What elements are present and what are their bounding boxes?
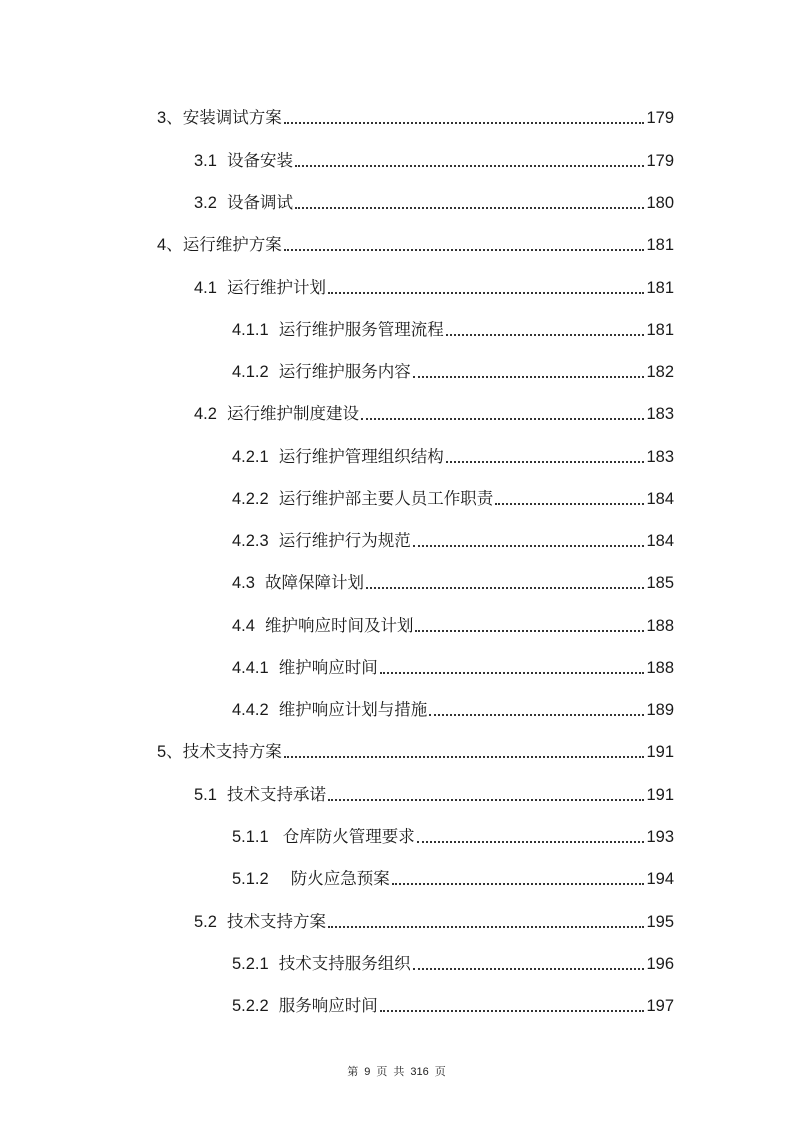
toc-entry[interactable] (232, 951, 674, 975)
toc-number: 4.2.2 (232, 490, 269, 508)
toc-page-number: 194 (646, 870, 674, 888)
toc-number: 4、 (157, 236, 183, 254)
toc-title: 安装调试方案 (182, 109, 282, 127)
footer-total-word: 共 (393, 1066, 405, 1078)
toc-page-number: 181 (646, 279, 674, 297)
toc-title: 技术支持方案 (182, 743, 282, 761)
toc-page-number: 197 (646, 997, 674, 1015)
dot-leader (295, 192, 645, 214)
toc-title: 故障保障计划 (264, 574, 364, 592)
toc-page-number: 183 (646, 448, 674, 466)
toc-title: 维护响应时间 (278, 659, 378, 677)
toc-page-number: 188 (646, 617, 674, 635)
toc-number: 3.1 (194, 152, 217, 170)
toc-number: 5.2.2 (232, 997, 269, 1015)
toc-page-number: 188 (646, 659, 674, 677)
toc-title: 运行维护制度建设 (226, 405, 359, 423)
dot-leader (380, 995, 645, 1017)
toc-entry[interactable] (232, 444, 674, 468)
toc-entry[interactable] (232, 570, 674, 594)
toc-entry[interactable] (157, 232, 674, 256)
toc-entry[interactable] (194, 275, 674, 299)
toc-number: 4.1 (194, 279, 217, 297)
dot-leader (380, 657, 645, 679)
toc-entry[interactable] (194, 401, 674, 425)
toc-entry[interactable] (194, 190, 674, 214)
toc-title: 技术支持服务组织 (278, 955, 411, 973)
toc-page-number: 182 (646, 363, 674, 381)
toc-entry[interactable] (232, 697, 674, 721)
toc-number: 4.4.1 (232, 659, 269, 677)
toc-number: 5.2.1 (232, 955, 269, 973)
toc-page-number: 179 (646, 152, 674, 170)
toc-page-number: 191 (646, 743, 674, 761)
toc-title: 防火应急预案 (290, 870, 390, 888)
toc-number: 4.4.2 (232, 701, 269, 719)
dot-leader (413, 361, 645, 383)
current-page-number: 9 (364, 1066, 371, 1078)
dot-leader (446, 319, 645, 341)
toc-entry[interactable] (232, 655, 674, 679)
footer-prefix: 第 (347, 1066, 359, 1078)
toc-page-number: 184 (646, 532, 674, 550)
dot-leader (284, 741, 645, 763)
toc-page-number: 179 (646, 109, 674, 127)
toc-entry[interactable] (232, 824, 674, 848)
toc-title: 运行维护服务管理流程 (278, 321, 444, 339)
toc-page-number: 191 (646, 786, 674, 804)
dot-leader (495, 488, 644, 510)
toc-entry[interactable] (157, 105, 674, 129)
toc-page-number: 181 (646, 236, 674, 254)
toc-entry[interactable] (232, 317, 674, 341)
toc-number: 5.1 (194, 786, 217, 804)
toc-entry[interactable] (232, 866, 674, 890)
total-pages: 316 (410, 1066, 429, 1078)
toc-number: 3、 (157, 109, 183, 127)
toc-entry[interactable] (232, 993, 674, 1017)
toc-entry[interactable] (232, 528, 674, 552)
toc-page-number: 184 (646, 490, 674, 508)
toc-page-number: 193 (646, 828, 674, 846)
toc-page-number: 181 (646, 321, 674, 339)
toc-number: 4.1.2 (232, 363, 269, 381)
toc-title: 维护响应时间及计划 (264, 617, 414, 635)
page-footer (0, 1063, 793, 1079)
toc-title: 运行维护管理组织结构 (278, 448, 444, 466)
toc-title: 服务响应时间 (278, 997, 378, 1015)
toc-number: 4.2.1 (232, 448, 269, 466)
footer-page-word: 页 (376, 1066, 388, 1078)
toc-number: 3.2 (194, 194, 217, 212)
footer-suffix: 页 (434, 1066, 446, 1078)
toc-number: 4.2 (194, 405, 217, 423)
dot-leader (361, 403, 645, 425)
toc-title: 技术支持承诺 (226, 786, 326, 804)
toc-number: 4.1.1 (232, 321, 269, 339)
toc-title: 设备安装 (226, 152, 293, 170)
toc-entry[interactable] (232, 613, 674, 637)
toc-number: 4.3 (232, 574, 255, 592)
toc-page-number: 196 (646, 955, 674, 973)
toc-title: 运行维护服务内容 (278, 363, 411, 381)
toc-number: 5、 (157, 743, 183, 761)
toc-entry[interactable] (157, 739, 674, 763)
toc-number: 5.1.2 (232, 870, 269, 888)
toc-title: 运行维护部主要人员工作职责 (278, 490, 494, 508)
toc-entry[interactable] (232, 359, 674, 383)
toc-number: 5.1.1 (232, 828, 269, 846)
toc-entry[interactable] (194, 148, 674, 172)
toc-page-number: 183 (646, 405, 674, 423)
toc-page-number: 189 (646, 701, 674, 719)
toc-title: 运行维护行为规范 (278, 532, 411, 550)
dot-leader (413, 953, 645, 975)
toc-page-number: 180 (646, 194, 674, 212)
dot-leader (429, 699, 644, 721)
dot-leader (295, 150, 645, 172)
toc-number: 4.4 (232, 617, 255, 635)
toc-page-number: 185 (646, 574, 674, 592)
toc-title: 维护响应计划与措施 (278, 701, 428, 719)
dot-leader (328, 277, 645, 299)
toc-entry[interactable] (232, 486, 674, 510)
toc-entry[interactable] (194, 909, 674, 933)
dot-leader (413, 530, 645, 552)
toc-number: 4.2.3 (232, 532, 269, 550)
dot-leader (417, 826, 645, 848)
dot-leader (328, 911, 645, 933)
toc-title: 运行维护方案 (182, 236, 282, 254)
dot-leader (328, 784, 645, 806)
dot-leader (366, 572, 645, 594)
toc-title: 仓库防火管理要求 (282, 828, 415, 846)
toc-title: 设备调试 (226, 194, 293, 212)
toc-title: 运行维护计划 (226, 279, 326, 297)
dot-leader (415, 615, 644, 637)
toc-page-number: 195 (646, 913, 674, 931)
dot-leader (284, 234, 645, 256)
toc-title: 技术支持方案 (226, 913, 326, 931)
toc-number: 5.2 (194, 913, 217, 931)
dot-leader (446, 446, 645, 468)
dot-leader (392, 868, 645, 890)
dot-leader (284, 107, 645, 129)
toc-entry[interactable] (194, 782, 674, 806)
